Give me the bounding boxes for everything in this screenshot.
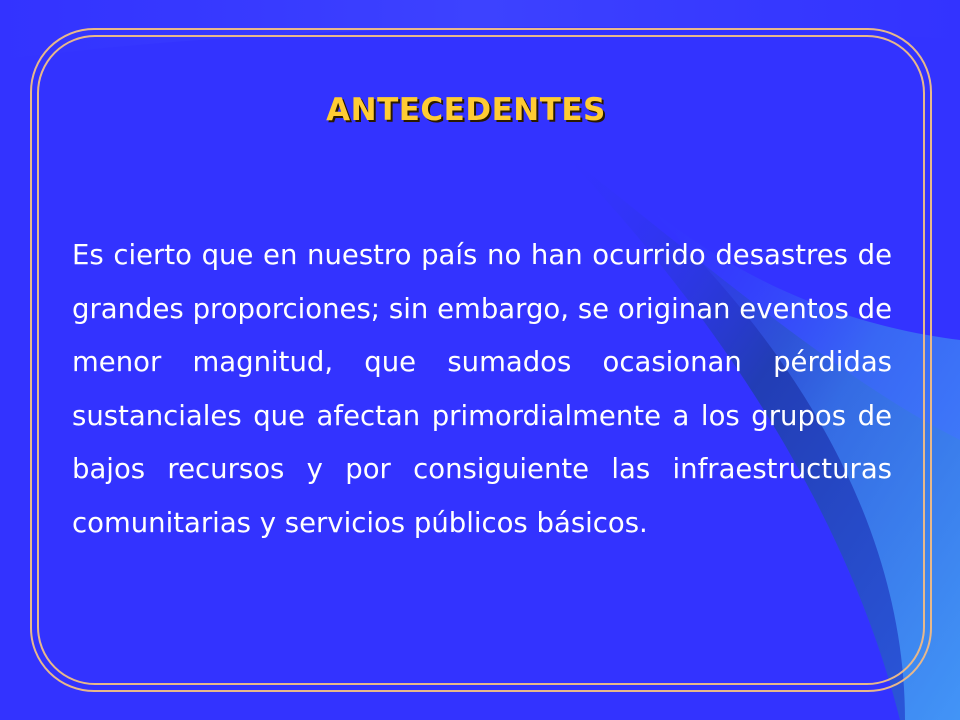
slide-title: ANTECEDENTES bbox=[326, 92, 606, 128]
slide-body-paragraph: Es cierto que en nuestro país no han ocurrido desastres de grandes proporciones; sin embargo, se originan eventos de menor magnitud, que sumados ocasionan pérdidas sustanciales que afectan primordialmente a los grupos de bajos recursos y por consiguiente las infraestructuras comunitarias y servicios públicos básicos. bbox=[72, 239, 892, 539]
